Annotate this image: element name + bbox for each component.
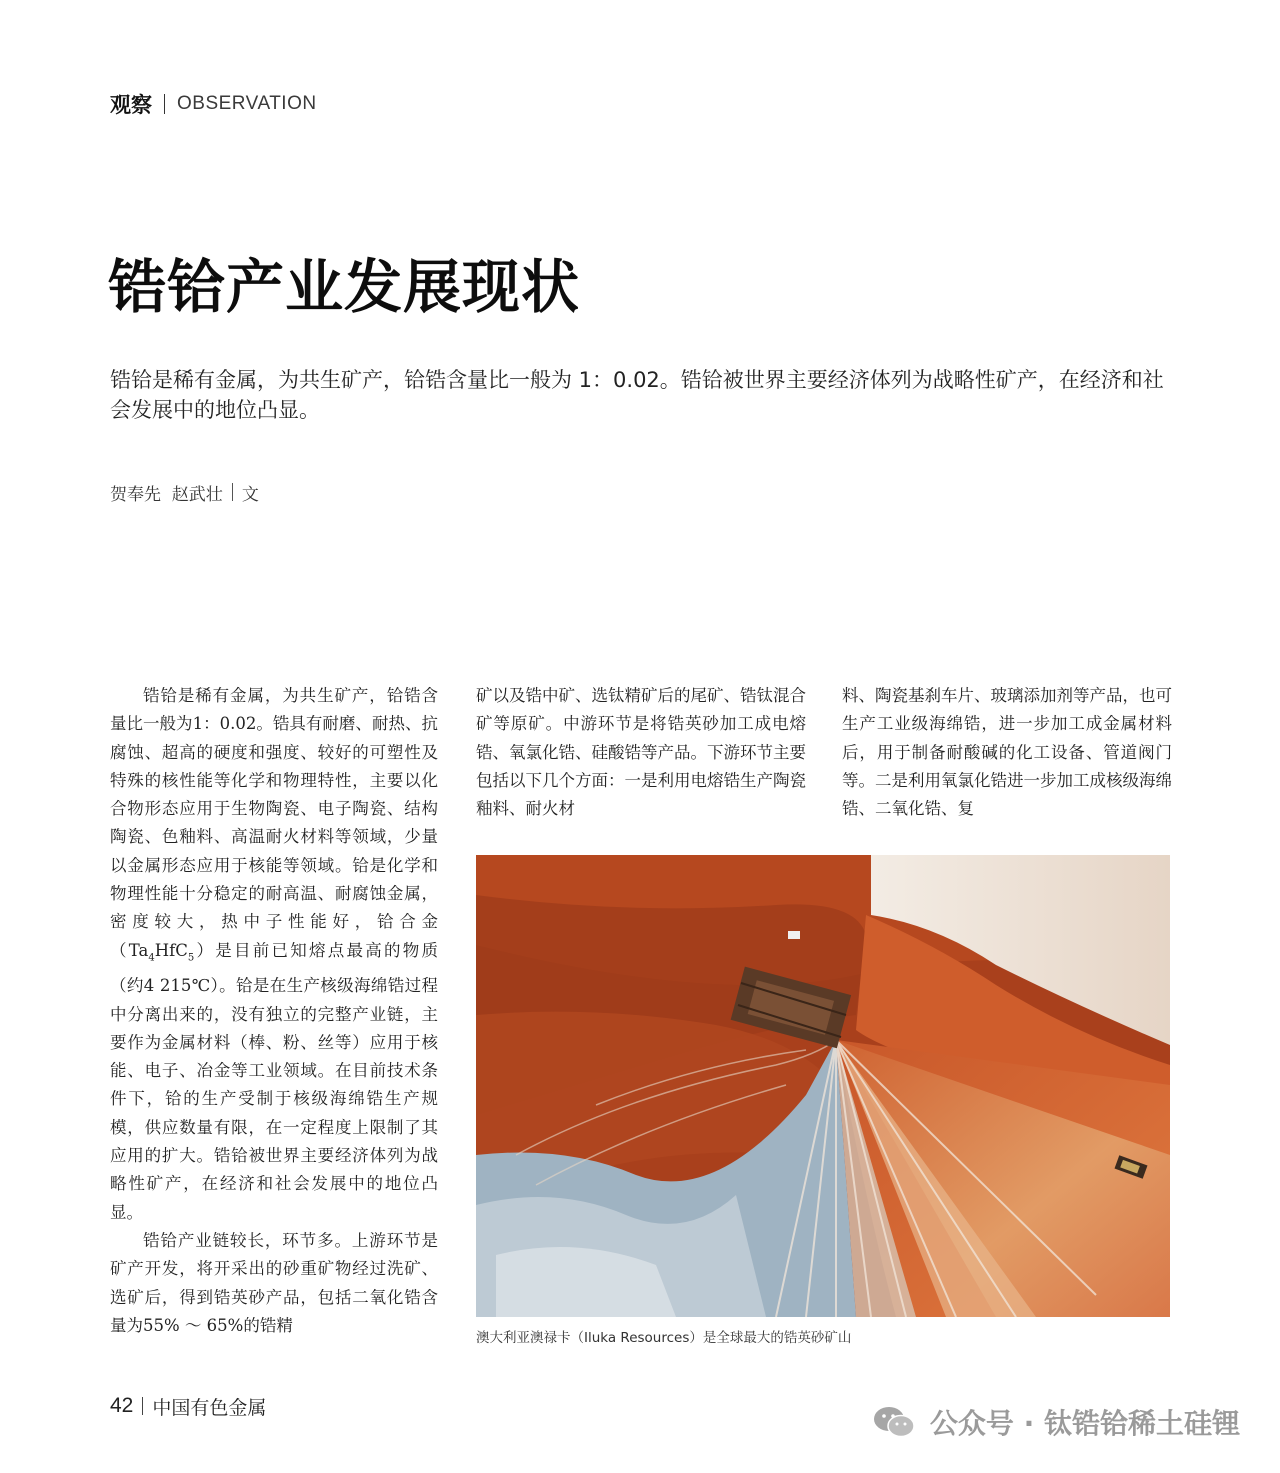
mine-aerial-photo <box>476 855 1170 1317</box>
watermark-text: 公众号 · 钛锆铪稀土硅锂 <box>929 1407 1240 1440</box>
mine-aerial-illustration <box>476 855 1170 1317</box>
section-name-cn: 观察 <box>110 93 152 117</box>
page-number: 42 <box>110 1394 134 1417</box>
byline-authors: 贺奉先 赵武壮 <box>110 484 223 505</box>
body-paragraph-1 <box>110 682 438 1227</box>
p1-text-a: 锆铪是稀有金属，为共生矿产，铪锆含量比一般为1：0.02。锆具有耐磨、耐热、抗腐蚀、超高的硬度和强度、较好的可塑性及特殊的核性能等化学和物理特性，主要以化合物形态应用于生物陶瓷、电子陶瓷、结构陶瓷、色釉料、高温耐火材料等领域，少量以金属形态应用于核能等领域。铪是化学和物理性能十分稳定的耐高温、耐腐蚀金属，密度较大，热中子性能好，铪合金（Ta <box>110 686 438 960</box>
body-column-1 <box>110 682 438 1340</box>
publication-name: 中国有色金属 <box>152 1396 267 1419</box>
footer-divider <box>142 1397 143 1415</box>
body-column-3 <box>842 682 1172 823</box>
byline <box>110 478 259 506</box>
body-column-3-text: 料、陶瓷基刹车片、玻璃添加剂等产品，也可生产工业级海绵锆，进一步加工成金属材料后，用于制备耐酸碱的化工设备、管道阀门等。二是利用氧氯化锆进一步加工成核级海绵锆、二氧化锆、复 <box>842 686 1172 819</box>
section-divider <box>164 94 165 114</box>
p1-subscript-b: 5 <box>187 951 195 963</box>
article-lead: 锆铪是稀有金属，为共生矿产，铪锆含量比一般为 1：0.02。锆铪被世界主要经济体列为战略性矿产，在经济和社会发展中的地位凸显。 <box>110 368 1164 422</box>
section-label <box>110 90 317 118</box>
p1-text-b: HfC <box>154 940 188 960</box>
article-title: 锆铪产业发展现状 <box>108 253 581 321</box>
page-footer <box>110 1392 266 1420</box>
body-column-2 <box>476 682 806 823</box>
photo-caption: 澳大利亚澳禄卡（Iluka Resources）是全球最大的锆英砂矿山 <box>476 1330 852 1346</box>
p1-text-c: ）是目前已知熔点最高的物质（约4 215℃）。铪是在生产核级海绵锆过程中分离出来的，没有独立的完整产业链，主要作为金属材料（棒、粉、丝等）应用于核能、电子、冶金等工业领域。在目前技术条件下，铪的生产受制于核级海绵锆生产规模，供应数量有限，在一定程度上限制了其应用的扩大。锆铪被世界主要经济体列为战略性矿产，在经济和社会发展中的地位凸显。 <box>110 940 439 1222</box>
wechat-icon <box>872 1404 916 1440</box>
byline-divider <box>232 483 233 501</box>
byline-role: 文 <box>241 484 259 505</box>
p1-subscript-a: 4 <box>148 951 155 963</box>
body-paragraph-2: 锆铪产业链较长，环节多。上游环节是矿产开发，将开采出的砂重矿物经过洗矿、选矿后，得到锆英砂产品，包括二氧化锆含量为55% ～ 65%的锆精 <box>110 1230 438 1335</box>
watermark <box>872 1402 1240 1442</box>
section-name-en: OBSERVATION <box>177 93 317 114</box>
body-column-2-text: 矿以及锆中矿、选钛精矿后的尾矿、锆钛混合矿等原矿。中游环节是将锆英砂加工成电熔锆、氧氯化锆、硅酸锆等产品。下游环节主要包括以下几个方面：一是利用电熔锆生产陶瓷釉料、耐火材 <box>476 686 806 819</box>
